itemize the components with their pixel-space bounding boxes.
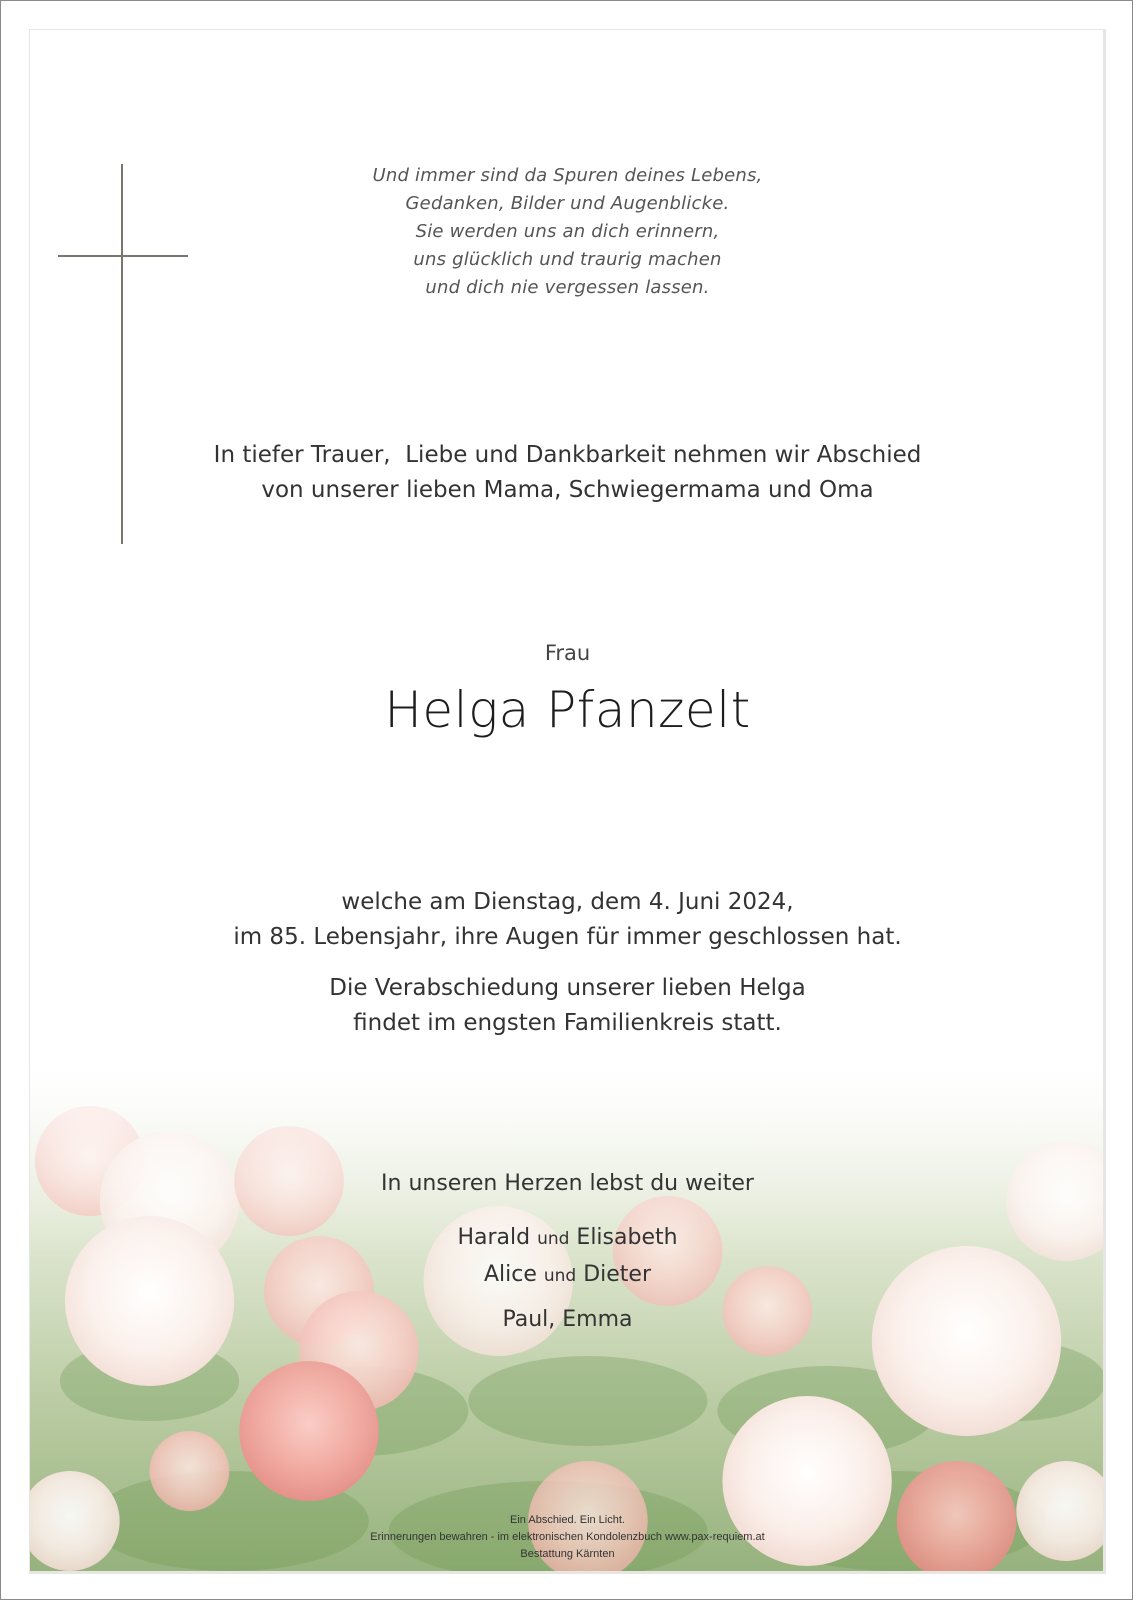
farewell-line: findet im engsten Familienkreis statt. <box>353 1010 782 1036</box>
family-member: Harald <box>457 1225 531 1250</box>
intro-line: von unserer lieben Mama, Schwiegermama und Oma <box>261 477 874 503</box>
family-member: Alice <box>483 1262 537 1287</box>
footer <box>1 1512 1133 1563</box>
intro-line: In tiefer Trauer, Liebe und Dankbarkeit nehmen wir Abschied <box>213 442 922 468</box>
family-joiner: und <box>537 1229 570 1249</box>
family-member: Elisabeth <box>576 1225 678 1250</box>
family-couple <box>1 1257 1133 1294</box>
poem-line: Gedanken, Bilder und Augenblicke. <box>405 193 730 214</box>
poem-line: und dich nie vergessen lassen. <box>425 277 710 298</box>
intro-text <box>1 438 1133 508</box>
family-member: Dieter <box>583 1262 652 1287</box>
poem-line: Sie werden uns an dich erinnern, <box>415 221 720 242</box>
family-joiner: und <box>543 1266 577 1286</box>
death-notice <box>1 885 1133 955</box>
death-line: im 85. Lebensjahr, ihre Augen für immer geschlossen hat. <box>233 924 902 950</box>
family-couple <box>1 1220 1133 1257</box>
poem <box>1 162 1133 302</box>
memory-line: In unseren Herzen lebst du weiter <box>381 1171 754 1196</box>
poem-line: Und immer sind da Spuren deines Lebens, <box>372 165 763 186</box>
death-line: welche am Dienstag, dem 4. Juni 2024, <box>341 889 794 915</box>
grandchildren: Paul, Emma <box>502 1307 633 1332</box>
deceased-name: Helga Pfanzelt <box>384 681 751 739</box>
family-list <box>1 1220 1133 1294</box>
footer-condolence-link[interactable]: Erinnerungen bewahren - im elektronischen Kondolenzbuch www.pax-requiem.at <box>370 1531 765 1543</box>
farewell-notice <box>1 971 1133 1041</box>
salutation: Frau <box>544 641 591 665</box>
farewell-line: Die Verabschiedung unserer lieben Helga <box>329 975 806 1001</box>
footer-slogan: Ein Abschied. Ein Licht. <box>510 1514 625 1526</box>
footer-company: Bestattung Kärnten <box>520 1548 615 1560</box>
poem-line: uns glücklich und traurig machen <box>413 249 722 270</box>
